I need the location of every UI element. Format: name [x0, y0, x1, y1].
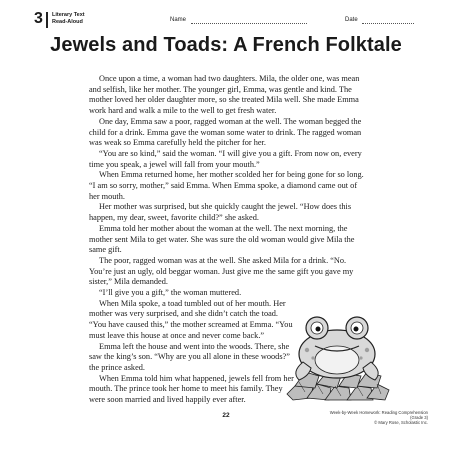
story-paragraph: “You are so kind,” said the woman. “I will give you a gift. From now on, every time you speak, a jewel will fall from your mouth.” — [89, 148, 362, 169]
story-paragraph: Emma left the house and went into the woods. There, she saw the king’s son. “Why are you all alone in these woods?” the prince asked. — [89, 341, 290, 372]
story-paragraph: One day, Emma saw a poor, ragged woman at the well. The woman begged the child for a drink. Emma gave the woman some water to drink. The ragged woman was weak so Emma carefully held the pitcher for her. — [89, 116, 362, 148]
story-paragraph: The poor, ragged woman was at the well. She asked Mila for a drink. “No. You’re just an ugly, old beggar woman. Just give me the same gift you gave my sister,” Mila demanded. — [89, 255, 354, 287]
section-label-line1: Literary Text — [52, 12, 85, 18]
footer-page-number: 22 — [222, 412, 230, 419]
page-number-badge: 3 — [34, 10, 43, 27]
footer-credit-line2: © Mary Rose, Scholastic Inc. — [374, 420, 428, 426]
page-title: Jewels and Toads: A French Folktale — [50, 34, 402, 56]
name-field-line — [191, 23, 307, 24]
story-paragraph: Once upon a time, a woman had two daughters. Mila, the older one, was mean and selfish, like her mother. The younger girl, Emma, was gentle and kind. The mother loved her older daughter more, so she treated Mila well. She made Emma work hard and walk a mile to the well to get fresh water. — [89, 74, 360, 116]
frog-on-jewels-icon — [277, 302, 397, 402]
footer-credit-line1: Week-by-Week Homework: Reading Comprehension (Grade 3) — [329, 410, 428, 421]
section-label — [52, 12, 85, 26]
date-label: Date — [345, 17, 358, 23]
name-label: Name — [170, 17, 187, 23]
story-paragraph: Her mother was surprised, but she quickly caught the jewel. “How does this happen, my dear, sweet, favorite child?” she asked. — [89, 202, 352, 223]
story-paragraph: When Emma returned home, her mother scolded her for being gone for so long. “I am so sorry, mother,” said Emma. When Emma spoke, a diamond came out of her mouth. — [89, 170, 364, 201]
story-paragraph: “I’ll give you a gift,” the woman muttered. — [99, 288, 242, 298]
story-paragraph: When Emma told him what happened, jewels fell from her mouth. The prince took her home to meet his family. They were soon married and lived happily ever after. — [89, 373, 294, 405]
story-paragraph: When Mila spoke, a toad tumbled out of her mouth. Her mother was very surprised, and she didn’t catch the toad. “You have caused this,” the mother screamed at Emma. “You must leave this house at once and never come back.” — [89, 298, 293, 340]
date-field-line — [362, 23, 414, 24]
story-paragraph: Emma told her mother about the woman at the well. The next morning, the mother sent Mila to get water. She was sure the old woman would give Mila the same gift. — [89, 223, 355, 255]
footer-credit — [316, 410, 428, 426]
section-label-line2: Read-Aloud — [52, 19, 83, 25]
header-divider — [46, 12, 48, 28]
